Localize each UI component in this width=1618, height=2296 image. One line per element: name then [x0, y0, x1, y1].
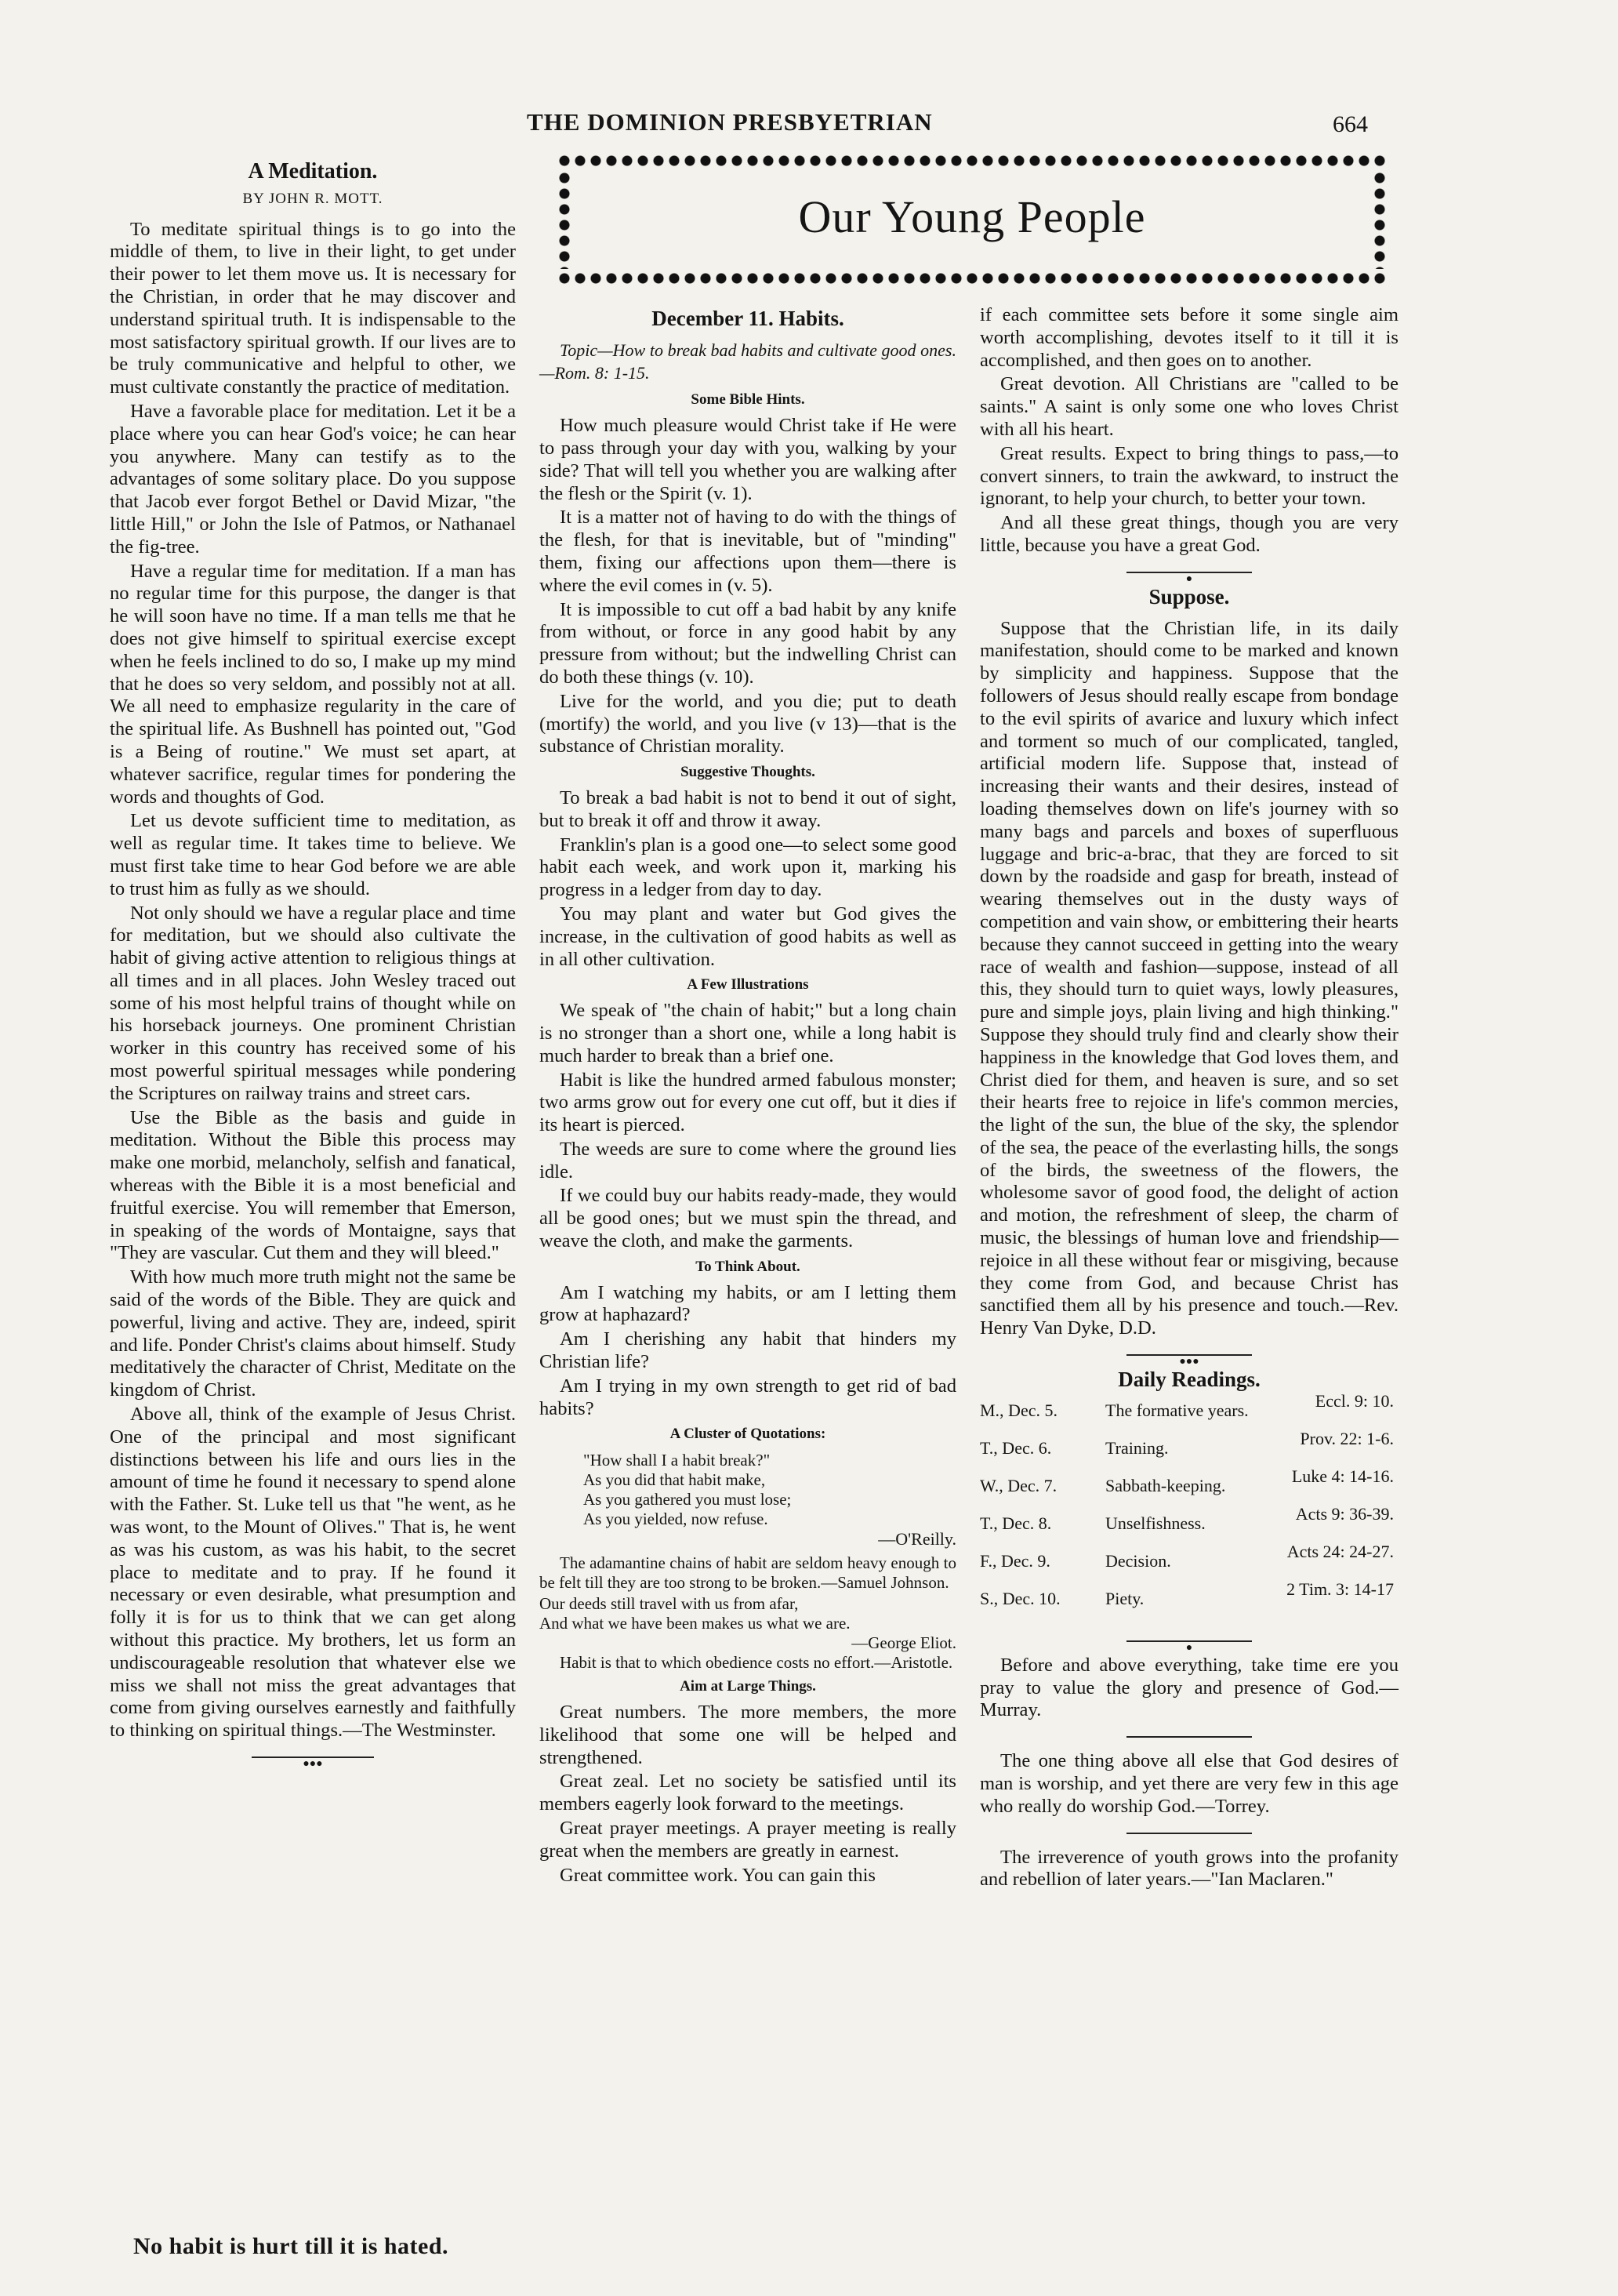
paragraph: Before and above everything, take time ere you pray to value the glory and presence of God.—Murray.: [980, 1654, 1399, 1721]
reading-topic: Unselfishness.: [1105, 1513, 1206, 1533]
paragraph: Have a regular time for meditation. If a man has no regular time for this purpose, the danger is that he will soon have no time. If a man tells me that he does not give himself to spiritual exercise except when he feels inclined to do so, I make up my mind that he does so very seldom, and possibly not at all. We all need to emphasize regularity in the care of the spiritual life. As Bushnell has pointed out, "God is a Being of routine." We must set apart, at whatever sacrifice, regular times for pondering the words and thoughts of God.: [110, 560, 516, 808]
subhead-bible-hints: Some Bible Hints.: [691, 391, 805, 409]
paragraph: Great prayer meetings. A prayer meeting is really great when the members are greatly in earnest.: [539, 1818, 956, 1862]
lesson-title: December 11. Habits.: [651, 307, 844, 330]
poem-line: As you yielded, now refuse.: [583, 1509, 768, 1529]
paragraph: Great committee work. You can gain this: [560, 1864, 876, 1886]
subhead-suggestive: Suggestive Thoughts.: [680, 764, 815, 781]
reading-topic: Piety.: [1105, 1588, 1145, 1608]
article-byline: BY JOHN R. MOTT.: [242, 190, 383, 207]
paragraph: Great zeal. Let no society be satisfied until its members eagerly look forward to the meetings.: [539, 1771, 956, 1815]
paragraph: The one thing above all else that God desires of man is worship, and yet there are very few in this age who really do worship God.—Torrey.: [980, 1750, 1399, 1817]
section-banner: [557, 153, 1388, 286]
paragraph: With how much more truth might not the same be said of the words of the Bible. They are quick and powerful, living and active. They are, indeed, spirit and life. Ponder Christ's claims about himself. Study meditatively the character of Christ, Meditate on the kingdom of Christ.: [110, 1266, 516, 1401]
section-title: Our Young People: [798, 191, 1146, 242]
paragraph: Not only should we have a regular place and time for meditation, but we should also cultivate the habit of giving active attention to religious things at all times and in all places. John Wesley traced out some of his most helpful trains of thought while on his horseback journeys. One prominent Christian worker in this country has received some of his most powerful spiritual messages while pondering the Scriptures on railway trains and street cars.: [110, 902, 516, 1104]
reading-day: F., Dec. 9.: [980, 1550, 1050, 1571]
column-three: [980, 304, 1399, 1893]
paragraph: The irreverence of youth grows into the profanity and rebellion of later years.—"Ian Maclaren.": [980, 1846, 1399, 1891]
paragraph: And all these great things, though you are very little, because you have a great God.: [980, 512, 1399, 556]
paragraph: The weeds are sure to come where the ground lies idle.: [539, 1138, 956, 1183]
ornamental-divider: ●●●: [980, 1348, 1399, 1361]
paragraph: Great numbers. The more members, the more likelihood that some one will be helped and strengthened.: [539, 1702, 956, 1768]
subhead-think: To Think About.: [695, 1258, 800, 1275]
paragraph: Suppose that the Christian life, in its daily manifestation, should come to be marked and known by simplicity and happiness. Suppose that the followers of Jesus should really escape from bondage to the evil spirits of avarice and luxury which infect and torment so much of our complicated, tangled, artificial modern life. Suppose that, instead of increasing their wants and their desires, instead of loading themselves down on life's journey with so many bags and parcels and boxes of superfluous luggage and bric-a-brac, that they are forced to sit down by the roadside and gasp for breath, instead of wearing themselves out in the dusty ways of competition and vain show, or embittering their hearts because they cannot succeed in getting into the weary race of wealth and fashion—suppose, instead of all this, they should turn to quiet ways, lowly pleasures, pure and simple joys, plain living and high thinking." Suppose they should truly find and clearly show their happiness in the knowledge that God loves them, and Christ died for them, and heaven is sure, and so set their hearts free to rejoice in life's common mercies, the light of the sun, the blue of the sky, the splendor of the sea, the peace of the everlasting hills, the songs of the birds, the sweetness of the flowers, the wholesome savor of good food, the delight of action and motion, the refreshment of sleep, the charm of music, the blessings of human love and friendship—rejoice in all these without fear or misgiving, because they come from God, and because Christ has sanctified them all by his presence and touch.—Rev. Henry Van Dyke, D.D.: [980, 617, 1399, 1339]
paragraph: Great devotion. All Christians are "called to be saints." A saint is only some one who loves Christ with all his heart.: [980, 373, 1399, 440]
paragraph: To break a bad habit is not to bend it out of sight, but to break it off and throw it away.: [539, 787, 956, 831]
quotation-line: Our deeds still travel with us from afar,: [539, 1594, 799, 1614]
paragraph: if each committee sets before it some single aim worth accomplishing, devotes itself to it till it is accomplished, and then goes on to another.: [980, 304, 1399, 371]
ornamental-divider: ●: [980, 565, 1399, 578]
paragraph: Great results. Expect to bring things to pass,—to convert sinners, to train the awkward, to instruct the ignorant, to help your church, to better your town.: [980, 442, 1399, 510]
paragraph: How much pleasure would Christ take if He were to pass through your day with you, walking by your side? That will tell you whether you are walking after the flesh or the Spirit (v. 1).: [539, 415, 956, 504]
reading-day: M., Dec. 5.: [980, 1400, 1058, 1420]
subhead-illustrations: A Few Illustrations: [687, 976, 809, 994]
article-title: A Meditation.: [248, 159, 378, 183]
paragraph: Above all, think of the example of Jesus Christ. One of the principal and most significant distinctions between his life and ours lies in the amount of time he found it necessary to spend alone with the Father. St. Luke tell us that "he went, as he was wont, to the Mount of Olives." That is, he went as was his custom, as was his habit, to the secret place to meditate and to pray. If he found it necessary or even desirable, what presumption and folly it is for us to think that we can get along without this practice. My brothers, let us form an undiscourageable resolution that whatever else we miss we shall not miss the great advantages that come from giving ourselves earnestly and faithfully to thinking on spiritual things.—The Westminster.: [110, 1404, 516, 1742]
poem-quote: [583, 1451, 956, 1549]
divider: [980, 1730, 1399, 1742]
quotation: Habit is that to which obedience costs no effort.—Aristotle.: [560, 1653, 953, 1673]
reading-topic: Sabbath-keeping.: [1105, 1475, 1226, 1495]
subhead-quotations: A Cluster of Quotations:: [669, 1426, 826, 1443]
reading-reference: Prov. 22: 1-6.: [1300, 1428, 1394, 1448]
daily-readings-list: [980, 1390, 1399, 1626]
lesson-topic: Topic—How to break bad habits and cultivate good ones.—Rom. 8: 1-15.: [539, 340, 956, 383]
paragraph: Am I trying in my own strength to get rid of bad habits?: [539, 1375, 956, 1419]
paragraph: Let us devote sufficient time to meditation, as well as regular time. It takes time to believe. We must first take time to hear God before we are able to trust him as fully as we should.: [110, 810, 516, 899]
paragraph: Use the Bible as the basis and guide in meditation. Without the Bible this process may make one morbid, melancholy, selfish and fanatical, whereas with the Bible it is a most beneficial and fruitful exercise. You will remember that Emerson, in speaking of the words of Montaigne, says that "They are vascular. Cut them and they will bleed.": [110, 1106, 516, 1264]
meditation-article: [110, 161, 516, 1771]
subhead-large-things: Aim at Large Things.: [680, 1678, 816, 1695]
paragraph: If we could buy our habits ready-made, they would all be good ones; but we must spin the thread, and weave the cloth, and make the garments.: [539, 1185, 956, 1252]
ornamental-divider: ●●●: [110, 1750, 516, 1763]
reading-reference: Acts 24: 24-27.: [1286, 1541, 1394, 1561]
divider: [980, 1826, 1399, 1839]
quotation-attribution: —George Eliot.: [851, 1633, 956, 1653]
ornamental-divider: ●: [980, 1634, 1399, 1647]
poem-line: "How shall I a habit break?": [583, 1451, 771, 1470]
publication-title: THE DOMINION PRESBYETRIAN: [527, 108, 933, 136]
paragraph: Am I cherishing any habit that hinders my Christian life?: [539, 1328, 956, 1373]
quotation-line: And what we have been makes us what we are.: [539, 1614, 851, 1633]
footnote-maxim: No habit is hurt till it is hated.: [133, 2233, 449, 2259]
page-number: 664: [1333, 111, 1368, 137]
readings-title: Daily Readings.: [1118, 1368, 1261, 1392]
reading-day: S., Dec. 10.: [980, 1588, 1061, 1608]
paragraph: It is a matter not of having to do with the things of the flesh, for that is inevitable, but of "minding" them, fixing our affections upon them—there is where the evil comes in (v. 5).: [539, 507, 956, 596]
reading-day: W., Dec. 7.: [980, 1475, 1058, 1495]
reading-day: T., Dec. 6.: [980, 1437, 1052, 1458]
reading-topic: The formative years.: [1105, 1400, 1249, 1420]
dotted-border-top: [557, 153, 1388, 169]
paragraph: Am I watching my habits, or am I letting them grow at haphazard?: [539, 1281, 956, 1326]
reading-row: [980, 1578, 1399, 1626]
reading-topic: Training.: [1105, 1437, 1169, 1458]
habits-article: [539, 304, 956, 1888]
reading-reference: Acts 9: 36-39.: [1295, 1503, 1394, 1524]
poem-attribution: —O'Reilly.: [878, 1529, 956, 1549]
reading-reference: Eccl. 9: 10.: [1315, 1390, 1394, 1411]
dotted-border-bottom: [557, 271, 1388, 286]
paragraph: Franklin's plan is a good one—to select some good habit each week, and work upon it, marking his progress in a ledger from day to day.: [539, 834, 956, 901]
paragraph: It is impossible to cut off a bad habit by any knife from without, or force in any good habit by any pressure from without; but the indwelling Christ can do both these things (v. 10).: [539, 598, 956, 688]
page-header: [0, 108, 1618, 147]
reading-reference: 2 Tim. 3: 14-17: [1286, 1578, 1394, 1599]
reading-topic: Decision.: [1105, 1550, 1171, 1571]
paragraph: Live for the world, and you die; put to death (mortify) the world, and you live (v 13)—that is the substance of Christian morality.: [539, 690, 956, 757]
reading-day: T., Dec. 8.: [980, 1513, 1052, 1533]
poem-line: As you gathered you must lose;: [583, 1490, 792, 1509]
paragraph: Have a favorable place for meditation. Let it be a place where you can hear God's voice; he can hear you anywhere. Many can testify as to the advantages of some solitary place. Do you suppose that Jacob ever forgot Bethel or David Mizar, "the little Hill," or John the Isle of Patmos, or Nathanael the fig-tree.: [110, 400, 516, 558]
paragraph: Habit is like the hundred armed fabulous monster; two arms grow out for every one cut off, but it dies if its heart is pierced.: [539, 1069, 956, 1136]
reading-reference: Luke 4: 14-16.: [1291, 1466, 1394, 1486]
paragraph: You may plant and water but God gives the increase, in the cultivation of good habits as well as in all other cultivation.: [539, 903, 956, 970]
quotation: The adamantine chains of habit are seldom heavy enough to be felt till they are too strong to be broken.—Samuel Johnson.: [539, 1553, 956, 1593]
paragraph: To meditate spiritual things is to go into the middle of them, to live in their light, to get under their power to let them move us. It is necessary for the Christian, in order that he may discover and understand spiritual truth. It is indispensable to the most satisfactory spiritual growth. If our lives are to be truly communicative and helpful to other, we must cultivate constantly the practice of meditation.: [110, 218, 516, 398]
paragraph: We speak of "the chain of habit;" but a long chain is no stronger than a short one, while a long habit is much harder to break than a brief one.: [539, 1000, 956, 1066]
suppose-title: Suppose.: [1148, 584, 1230, 609]
poem-line: As you did that habit make,: [583, 1470, 766, 1490]
